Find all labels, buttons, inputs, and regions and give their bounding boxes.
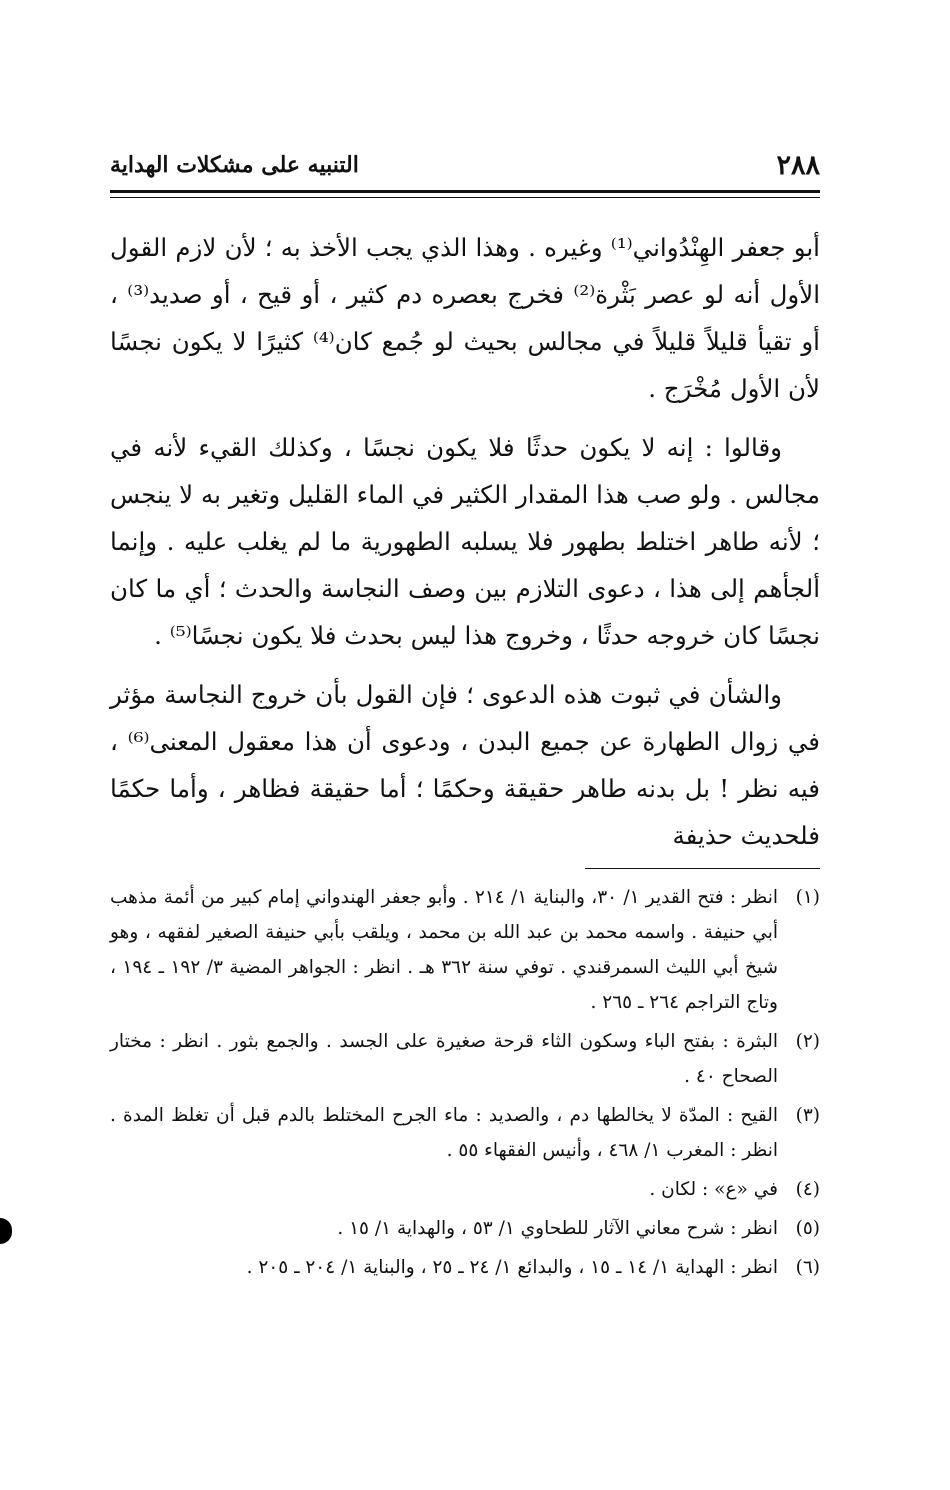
footnote-text: انظر : شرح معاني الآثار للطحاوي ١/ ٥٣ ، والهداية ١/ ١٥ .	[337, 1218, 778, 1239]
footnote-text: القيح : المدّة لا يخالطها دم ، والصديد : ماء الجرح المختلط بالدم قبل أن تغلظ المدة . انظر : المغرب ١/ ٤٦٨ ، وأنيس الفقهاء ٥٥ .	[110, 1105, 778, 1161]
footnote-number: (٤)	[795, 1179, 820, 1200]
footnote-number: (١)	[795, 887, 820, 908]
footnote-number: (٣)	[795, 1105, 820, 1126]
footnote-text: انظر : الهداية ١/ ١٤ ـ ١٥ ، والبدائع ١/ ٢٤ ـ ٢٥ ، والبناية ١/ ٢٠٤ ـ ٢٠٥ .	[246, 1257, 778, 1278]
header-rule-thin	[110, 197, 820, 198]
header-rule-thick	[110, 190, 820, 193]
footnotes	[110, 880, 820, 1289]
footnote-text: انظر : فتح القدير ١/ ٣٠، والبناية ١/ ٢١٤ . وأبو جعفر الهندواني إمام كبير من أئمة مذهب أبي حنيفة . واسمه محمد بن عبد الله بن محمد ، ويلقب بأبي حنيفة الصغير لفقهه ، وهو شيخ أبي الليث السمرقندي . توفي سنة ٣٦٢ هـ . انظر : الجواهر المضية ٣/ ١٩٢ ـ ١٩٤ ، وتاج التراجم ٢٦٤ ـ ٢٦٥ .	[110, 887, 779, 1013]
running-header	[110, 150, 820, 190]
footnote-item	[110, 1024, 820, 1094]
footnote-item	[110, 1098, 820, 1168]
paragraph-3: والشأن في ثبوت هذه الدعوى ؛ فإن القول بأن خروج النجاسة مؤثر في زوال الطهارة عن جميع البدن ، ودعوى أن هذا معقول المعنى⁽⁶⁾ ، فيه نظر ! بل بدنه طاهر حقيقة وحكمًا ؛ أما حقيقة فظاهر ، وأما حكمًا فلحديث حذيفة	[110, 680, 820, 850]
book-title: التنبيه على مشكلات الهداية	[110, 152, 359, 178]
footnote-item	[110, 1172, 820, 1207]
paragraph-2: وقالوا : إنه لا يكون حدثًا فلا يكون نجسًا ، وكذلك القيء لأنه في مجالس . ولو صب هذا المقدار الكثير في الماء القليل وتغير به لا ينجس ؛ لأنه طاهر اختلط بطهور فلا يسلبه الطهورية ما لم يغلب عليه . وإنما ألجأهم إلى هذا ، دعوى التلازم بين وصف النجاسة والحدث ؛ أي ما كان نجسًا كان خروجه حدثًا ، وخروج هذا ليس بحدث فلا يكون نجسًا⁽⁵⁾ .	[110, 433, 820, 650]
footnote-item	[110, 880, 820, 1020]
footnote-number: (٦)	[795, 1257, 820, 1278]
footnote-text: البثرة : بفتح الباء وسكون الثاء قرحة صغيرة على الجسد . والجمع بثور . انظر : مختار الصحاح ٤٠ .	[110, 1031, 778, 1087]
scan-margin-mark	[0, 1218, 12, 1244]
footnote-text: في «ع» : لكان .	[649, 1179, 778, 1200]
footnote-number: (٥)	[795, 1218, 820, 1239]
page-number: ٢٨٨	[776, 150, 820, 181]
footnote-separator	[585, 868, 820, 869]
footnote-item	[110, 1211, 820, 1246]
paragraph-1: أبو جعفر الهِنْدُواني⁽¹⁾ وغيره . وهذا الذي يجب الأخذ به ؛ لأن لازم القول الأول أنه لو عصر بَثْرة⁽²⁾ فخرج بعصره دم كثير ، أو قيح ، أو صديد⁽³⁾ ، أو تقيأ قليلاً قليلاً في مجالس بحيث لو جُمع كان⁽⁴⁾ كثيرًا لا يكون نجسًا لأن الأول مُخْرَج .	[110, 233, 821, 403]
footnote-item	[110, 1250, 820, 1285]
main-text	[110, 224, 820, 871]
footnote-number: (٢)	[795, 1031, 820, 1052]
